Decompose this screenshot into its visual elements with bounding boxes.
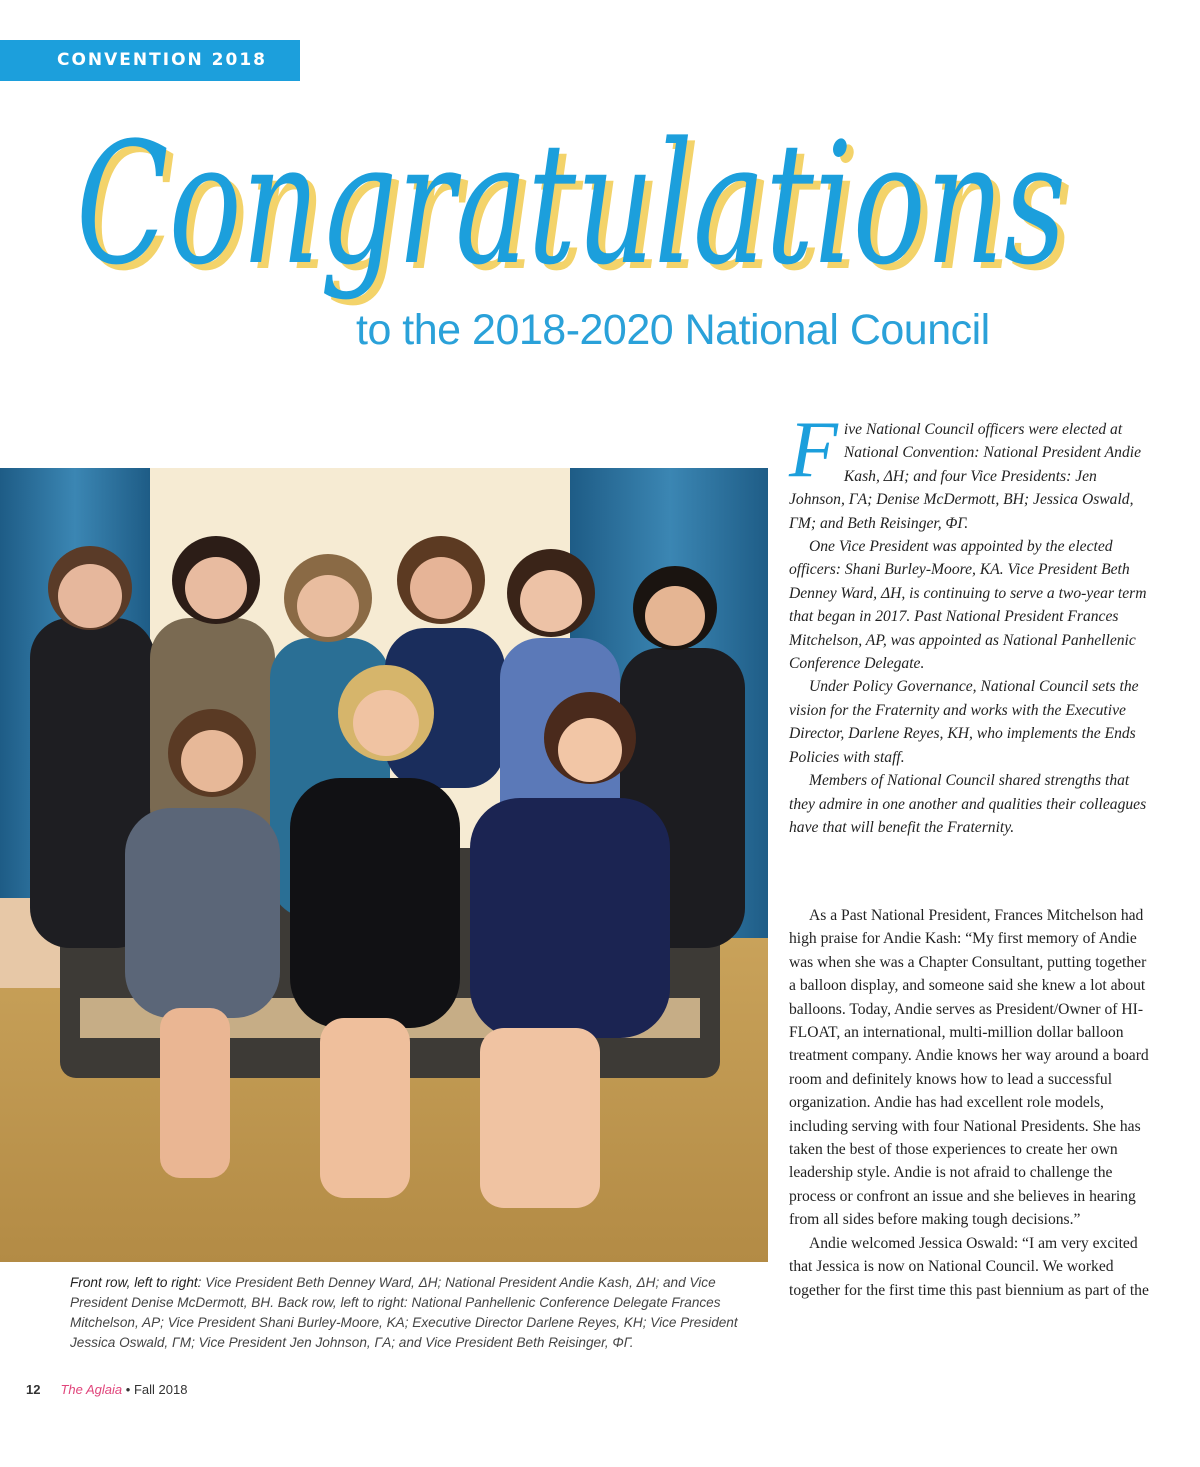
caption-lead: Front row, left to right: (70, 1275, 202, 1290)
headline-script-shadow: Congratulations (83, 112, 1073, 308)
photo-caption (70, 1273, 750, 1353)
issue-label: Fall 2018 (133, 1382, 188, 1397)
drop-cap: F (789, 406, 838, 494)
body-paragraph-1: As a Past National President, Frances Mitchelson had high praise for Andie Kash: “My first memory of Andie was when she was a Chapter Consultant, putting together a balloon display, and someone said she knew a lot about balloons. Today, Andie serves as President/Owner of HI-FLOAT, an international, multi-million dollar balloon treatment company. Andie knows her way around a board room and definitely knows how to lead a successful organization. Andie has had excellent role models, including serving with four National Presidents. She has taken the best of those experiences to create her own leadership style. Andie is not afraid to challenge the process or confront an issue and she believes in hearing from all sides before making tough decisions.” (789, 907, 1149, 1229)
headline-script: Congratulations (76, 106, 1066, 302)
intro-paragraph-1 (789, 406, 1149, 535)
body-paragraph-2: Andie welcomed Jessica Oswald: “I am very excited that Jessica is now on National Council. We worked together for the first time this past biennium as part of the (789, 1234, 1149, 1299)
page-number: 12 (26, 1382, 41, 1397)
body-column (789, 904, 1149, 1302)
caption-text: Vice President Beth Denney Ward, ΔH; National President Andie Kash, ΔH; and Vice President Denise McDermott, BH. Back row, left to right: National Panhellenic Conference Delegate Frances Mitchelson, AP; Vice President Shani Burley-Moore, KA; Executive Director Darlene Reyes, KH; Vice President Jessica Oswald, ΓM; Vice President Jen Johnson, ΓA; and Vice President Beth Reisinger, ΦΓ. (70, 1275, 738, 1350)
intro-column (789, 406, 1149, 839)
intro-paragraph-3: Under Policy Governance, National Council sets the vision for the Fraternity and works with the Executive Director, Darlene Reyes, KH, who implements the Ends Policies with staff. (789, 678, 1139, 766)
headline-subtitle: to the 2018-2020 National Council (356, 306, 990, 354)
intro-paragraph-1-text: ive National Council officers were elected at National Convention: National President Andie Kash, ΔH; and four Vice Presidents: Jen Johnson, ΓA; Denise McDermott, BH; Jessica Oswald, ΓM; and Beth Reisinger, ΦΓ. (789, 421, 1142, 532)
intro-paragraph-4: Members of National Council shared strengths that they admire in one another and qualities their colleagues have that will benefit the Fraternity. (789, 772, 1147, 836)
page-footer (26, 1382, 187, 1397)
footer-separator: • (125, 1382, 131, 1397)
group-photo (0, 468, 768, 1262)
intro-paragraph-2: One Vice President was appointed by the elected officers: Shani Burley-Moore, KA. Vice President Beth Denney Ward, ΔH, is continuing to serve a two-year term that began in 2017. Past National President Frances Mitchelson, AP, was appointed as National Panhellenic Conference Delegate. (789, 538, 1147, 673)
section-tag: CONVENTION 2018 (0, 40, 300, 81)
magazine-title: The Aglaia (60, 1382, 123, 1397)
